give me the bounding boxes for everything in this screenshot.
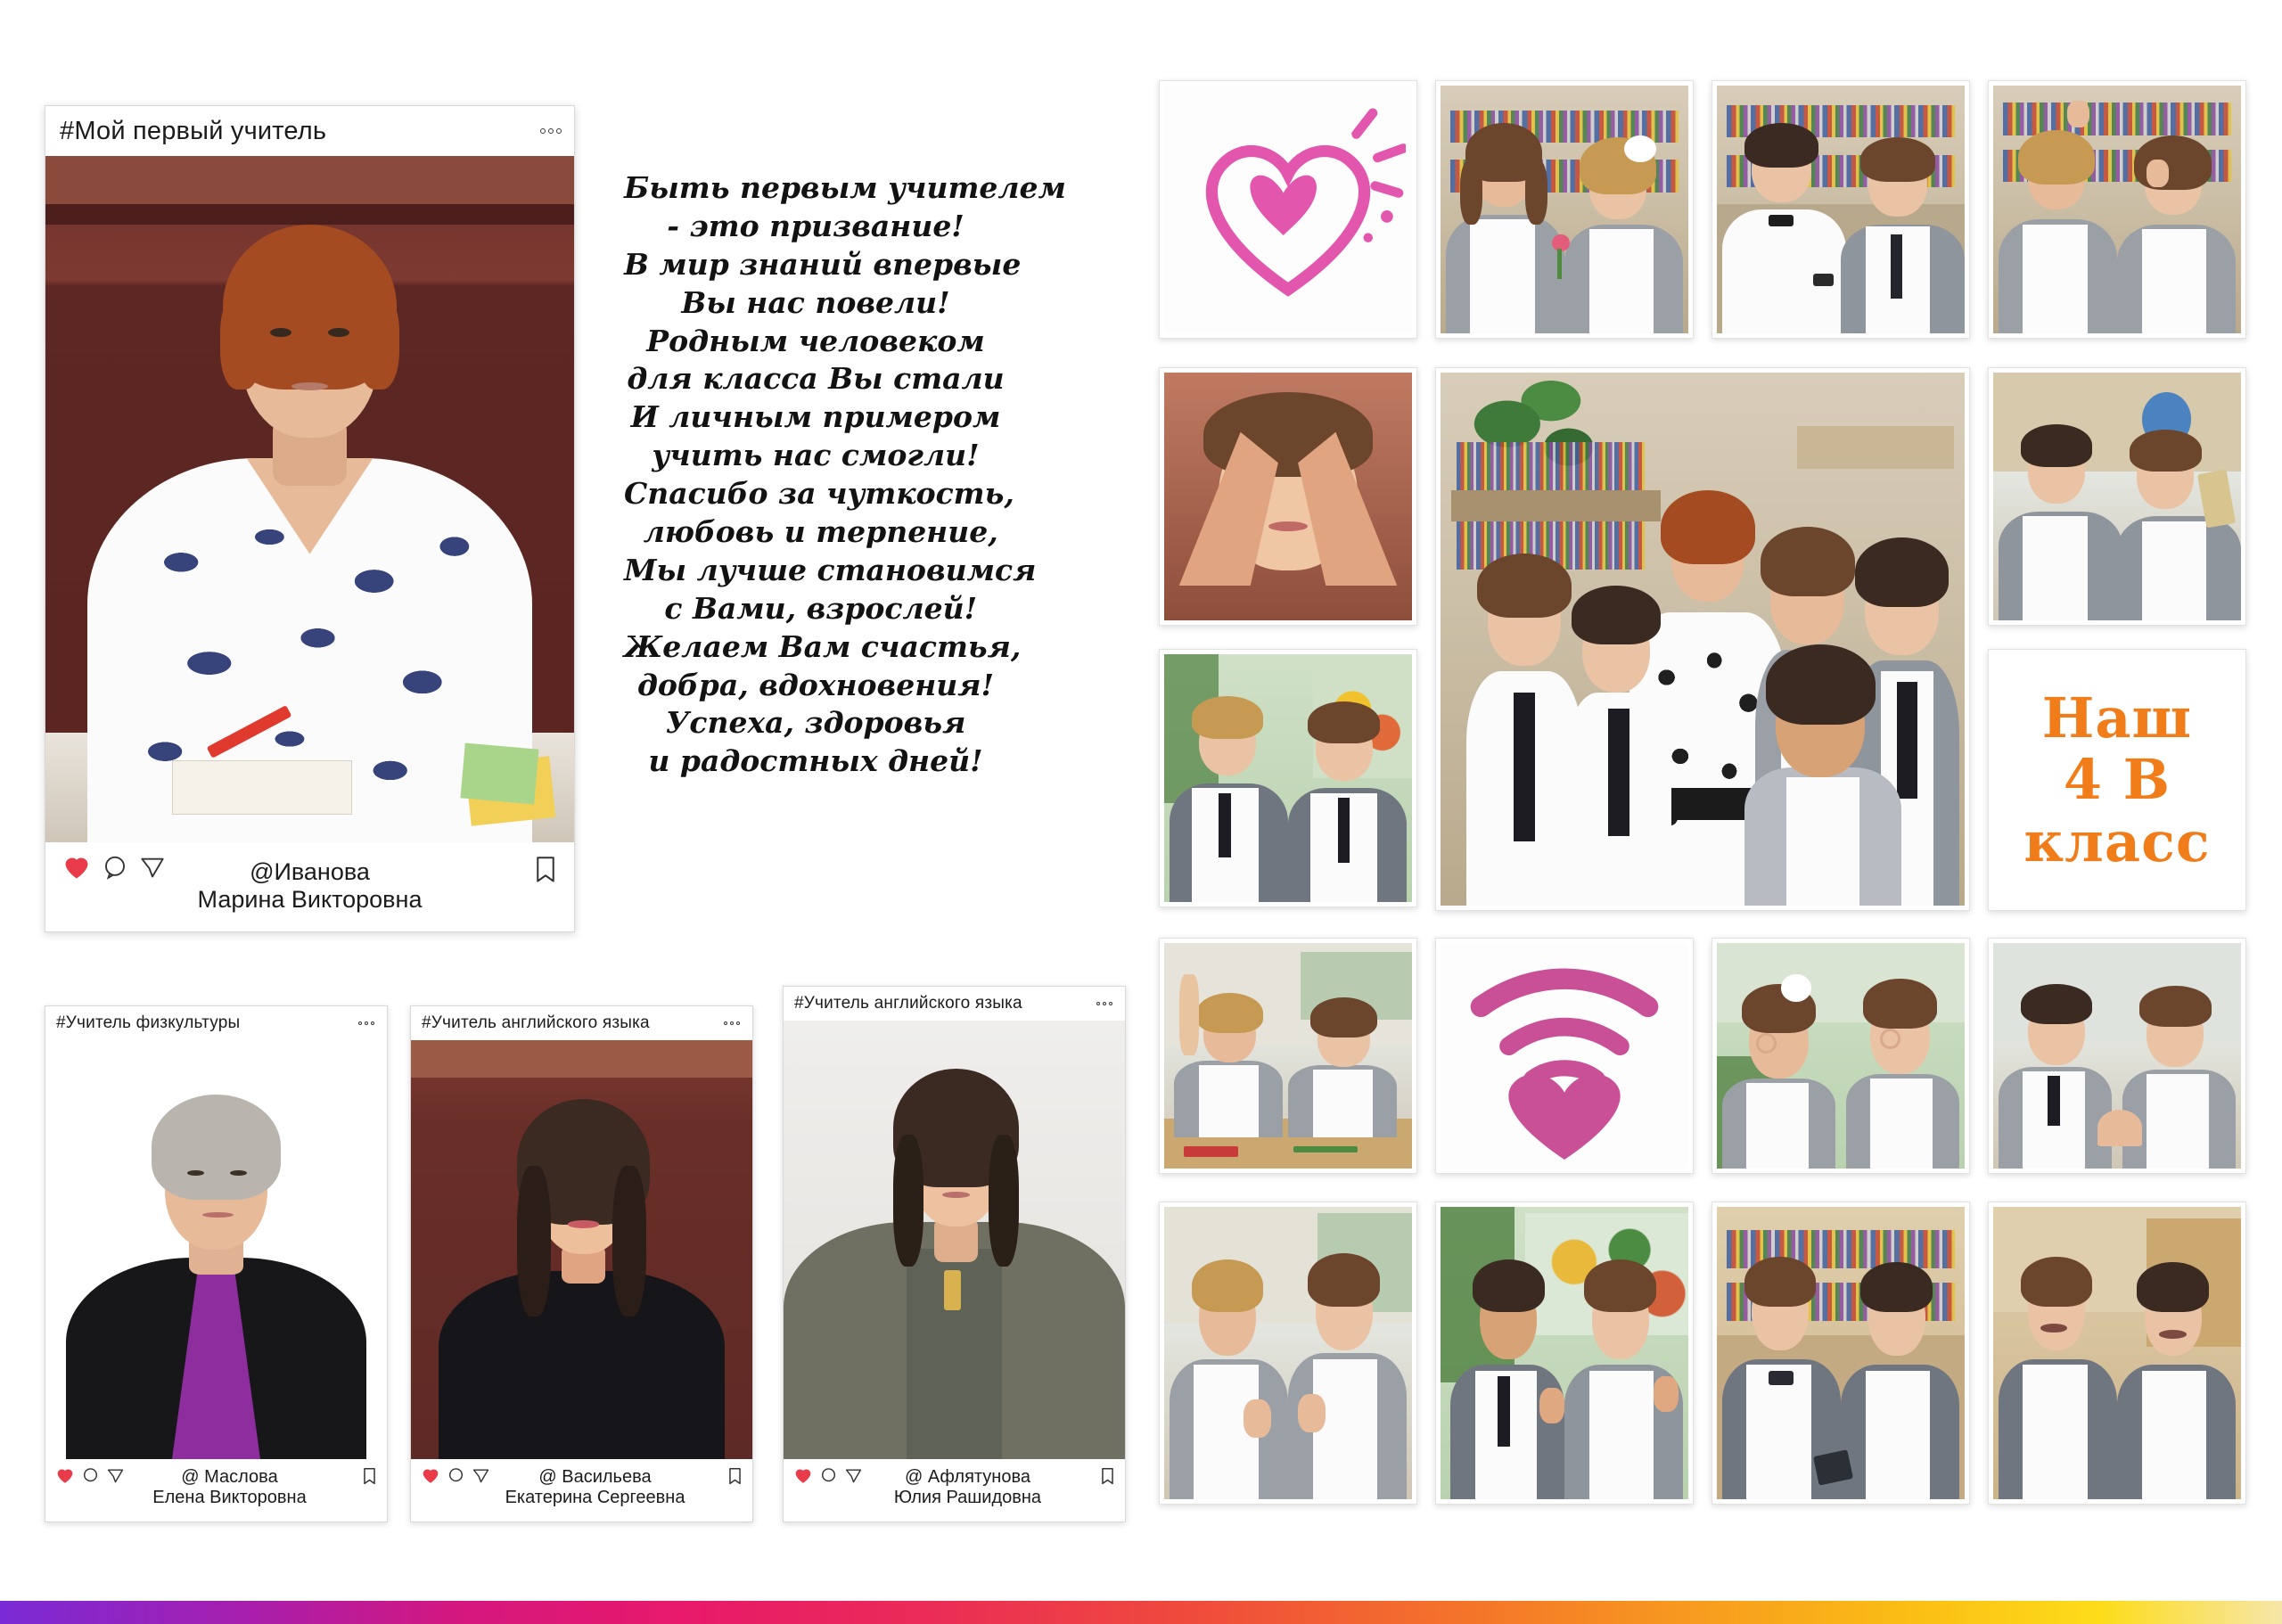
photo-two-girls-desk bbox=[1159, 938, 1417, 1174]
rainbow-footer-strip bbox=[0, 1601, 2282, 1624]
card-footer bbox=[45, 842, 574, 931]
card-header bbox=[411, 1006, 752, 1040]
card-handle: @ Васильева bbox=[538, 1467, 652, 1487]
poem-line: добра, вдохновения! bbox=[636, 667, 995, 702]
photo-class-group bbox=[1435, 367, 1970, 911]
card-header bbox=[784, 987, 1125, 1021]
bookmark-icon[interactable] bbox=[363, 1468, 376, 1485]
poem-line: для класса Вы стали bbox=[627, 361, 1005, 397]
card-header bbox=[45, 1006, 387, 1040]
photo-boys-hands-heart bbox=[1988, 938, 2246, 1174]
photo-teacher-portrait bbox=[45, 156, 574, 842]
heart-icon[interactable] bbox=[794, 1467, 812, 1484]
teacher-card-pe[interactable] bbox=[45, 1005, 388, 1522]
poem-line: Мы лучше становимся bbox=[624, 552, 1037, 587]
card-footer bbox=[784, 1459, 1125, 1523]
class-label-line1: Наш bbox=[2041, 685, 2193, 750]
poem-line: - это призвание! bbox=[667, 208, 965, 243]
card-actions[interactable] bbox=[56, 1467, 124, 1484]
card-actions[interactable] bbox=[794, 1467, 862, 1484]
poem-line: с Вами, взрослей! bbox=[653, 590, 978, 626]
photo-boys-wave bbox=[1435, 1202, 1694, 1505]
poem-line: и радостных дней! bbox=[648, 743, 983, 779]
more-options-icon[interactable] bbox=[358, 1021, 374, 1025]
card-hashtag: #Учитель английского языка bbox=[422, 1013, 650, 1032]
card-footer bbox=[411, 1459, 752, 1523]
more-options-icon[interactable] bbox=[540, 128, 562, 134]
poem-line: Родным человеком bbox=[646, 323, 985, 358]
poem-line: Вы нас повели! bbox=[681, 284, 950, 320]
poem-line: Быть первым учителем bbox=[624, 170, 1066, 205]
card-fullname: Юлия Рашидовна bbox=[893, 1488, 1042, 1507]
teacher-card-english-1[interactable] bbox=[410, 1005, 753, 1522]
comment-icon[interactable] bbox=[82, 1467, 99, 1484]
card-hashtag: #Учитель английского языка bbox=[794, 994, 1022, 1013]
comment-icon[interactable] bbox=[103, 855, 127, 880]
photo-boys-laughing bbox=[1988, 1202, 2246, 1505]
class-label-line3: класс bbox=[2023, 808, 2211, 874]
photo-two-boys-desk bbox=[1159, 649, 1417, 907]
featured-teacher-card[interactable] bbox=[45, 105, 575, 932]
comment-icon[interactable] bbox=[820, 1467, 837, 1484]
card-fullname: Екатерина Сергеевна bbox=[505, 1488, 685, 1507]
card-hashtag: #Учитель физкультуры bbox=[56, 1013, 241, 1032]
poem-line: И личным примером bbox=[630, 399, 1001, 435]
teacher-card-english-2[interactable] bbox=[783, 986, 1126, 1522]
bookmark-icon[interactable] bbox=[535, 857, 556, 883]
comment-icon[interactable] bbox=[447, 1467, 464, 1484]
photo-wifi-heart bbox=[1435, 938, 1694, 1174]
photo-two-boys-bowtie bbox=[1712, 80, 1970, 339]
photo-girl-heart-hands bbox=[1159, 367, 1417, 626]
heart-icon[interactable] bbox=[56, 1467, 74, 1484]
poem-line: В мир знаний впервые bbox=[624, 246, 1022, 282]
photo-two-girls-waving bbox=[1988, 80, 2246, 339]
poem-line: любовь и терпение, bbox=[633, 514, 998, 550]
poem-line: учить нас смогли! bbox=[652, 438, 980, 473]
more-options-icon[interactable] bbox=[1096, 1002, 1112, 1005]
card-hashtag: #Мой первый учитель bbox=[60, 116, 327, 145]
heart-icon[interactable] bbox=[63, 855, 90, 880]
class-label-line2: 4 В bbox=[2063, 747, 2171, 813]
share-icon[interactable] bbox=[140, 855, 165, 880]
poem-line: Успеха, здоровья bbox=[665, 705, 966, 741]
card-fullname: Марина Викторовна bbox=[197, 886, 423, 913]
card-footer bbox=[45, 1459, 387, 1523]
card-actions[interactable] bbox=[63, 855, 165, 880]
card-handle: @ Маслова bbox=[181, 1467, 278, 1487]
poem-text bbox=[624, 169, 1066, 781]
poem-line: Спасибо за чуткость, bbox=[624, 476, 1014, 512]
photo-boys-selfie bbox=[1988, 367, 2246, 626]
card-fullname: Елена Викторовна bbox=[152, 1488, 307, 1507]
more-options-icon[interactable] bbox=[724, 1021, 740, 1025]
bookmark-icon[interactable] bbox=[728, 1468, 742, 1485]
poem-line: Желаем Вам счастья, bbox=[624, 628, 1022, 664]
photo-girls-glasses bbox=[1712, 938, 1970, 1174]
heart-icon[interactable] bbox=[422, 1467, 439, 1484]
card-actions[interactable] bbox=[422, 1467, 489, 1484]
card-header bbox=[45, 106, 574, 156]
card-handle: @Иванова bbox=[250, 858, 370, 885]
photo-teacher-pe bbox=[45, 1040, 387, 1459]
share-icon[interactable] bbox=[845, 1467, 862, 1484]
photo-heart-doodle bbox=[1159, 80, 1417, 339]
bookmark-icon[interactable] bbox=[1101, 1468, 1114, 1485]
photo-two-girls-flower bbox=[1435, 80, 1694, 339]
class-label-tile bbox=[1988, 649, 2246, 911]
photo-kids-thumbs bbox=[1159, 1202, 1417, 1505]
photo-teacher-english-1 bbox=[411, 1040, 752, 1459]
card-handle: @ Афлятунова bbox=[904, 1467, 1030, 1487]
share-icon[interactable] bbox=[472, 1467, 489, 1484]
photo-teacher-english-2 bbox=[784, 1021, 1125, 1459]
share-icon[interactable] bbox=[107, 1467, 124, 1484]
photo-boys-phone bbox=[1712, 1202, 1970, 1505]
